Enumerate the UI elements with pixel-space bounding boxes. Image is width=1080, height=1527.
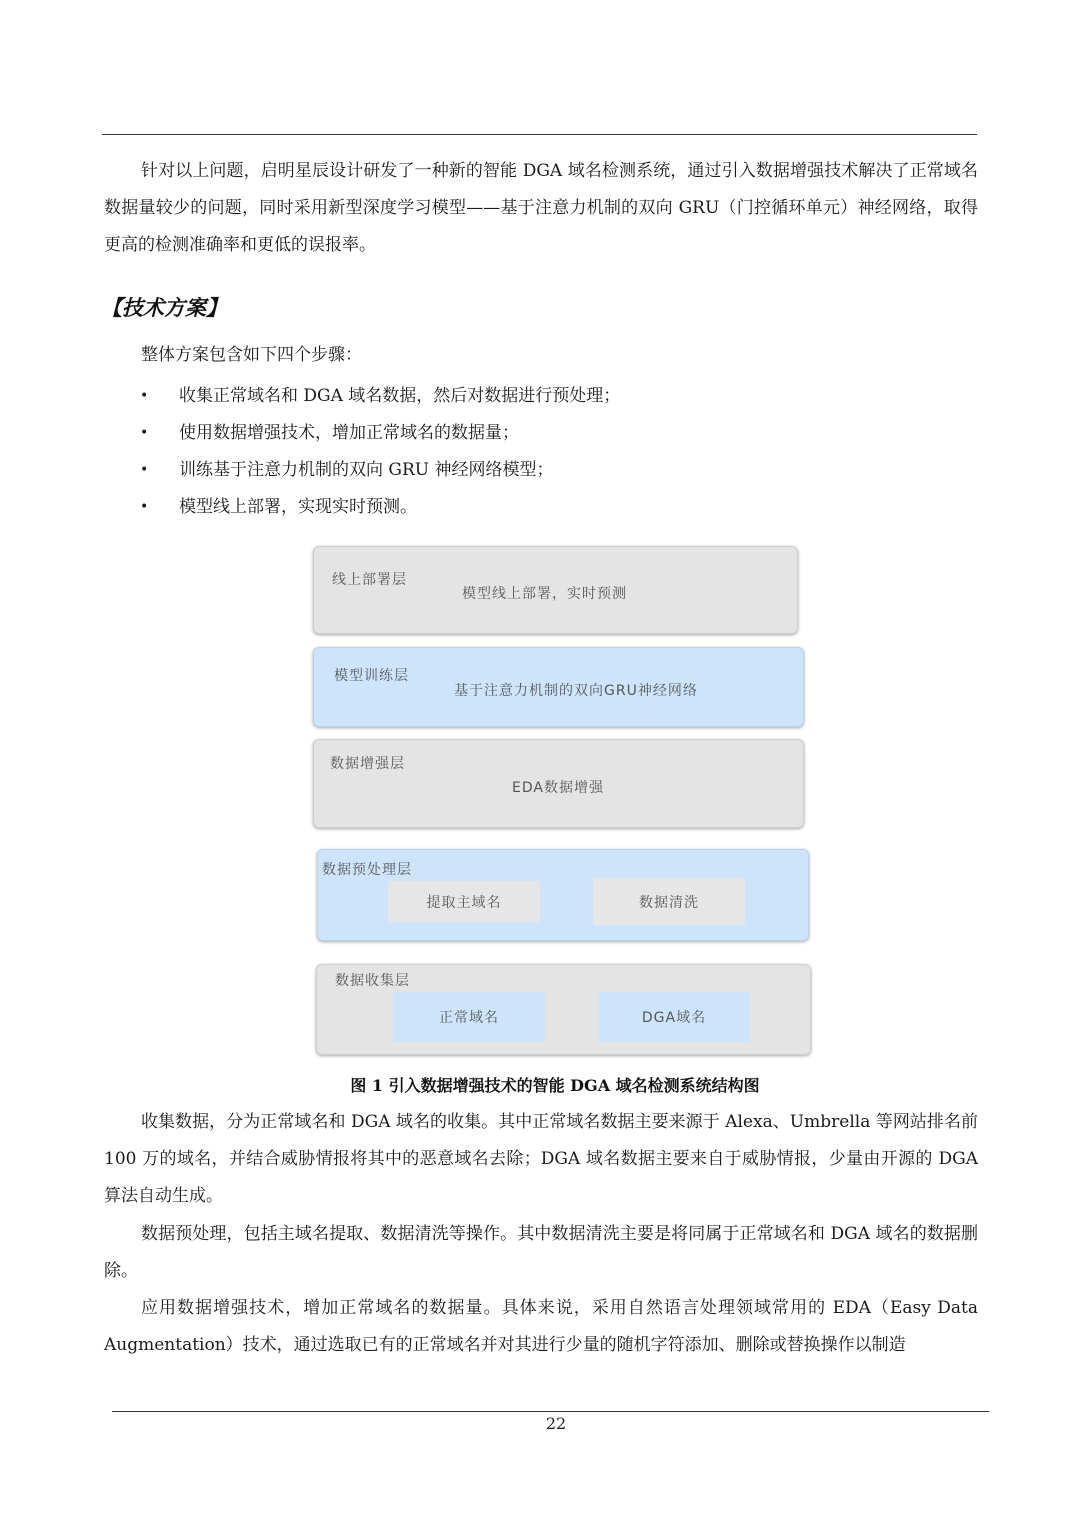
layer-name: 模型训练层 xyxy=(334,668,409,684)
footer-rule xyxy=(112,1411,989,1412)
layer-collection xyxy=(316,964,811,1055)
layer-description: 基于注意力机制的双向GRU神经网络 xyxy=(454,683,698,699)
layer-name: 数据增强层 xyxy=(330,756,405,772)
section-heading: 【技术方案】 xyxy=(101,296,227,320)
body-paragraph-collection: 收集数据，分为正常域名和 DGA 域名的收集。其中正常域名数据主要来源于 Alexa、Umbrella 等网站排名前 100 万的域名，并结合威胁情报将其中的恶意域名去除；DGA 域名数据主要来自于威胁情报，少量由开源的 DGA 算法自动生成。 xyxy=(104,1112,978,1206)
layer-deployment xyxy=(313,546,798,634)
figure-caption: 图 1 引入数据增强技术的智能 DGA 域名检测系统结构图 xyxy=(350,1076,760,1095)
item-normal-domain: 正常域名 xyxy=(393,992,545,1042)
bullet-icon: • xyxy=(140,462,149,478)
layer-description: 模型线上部署，实时预测 xyxy=(462,586,627,602)
list-item: • 训练基于注意力机制的双向 GRU 神经网络模型； xyxy=(140,452,620,489)
layer-name: 数据预处理层 xyxy=(322,862,412,878)
bullet-icon: • xyxy=(140,425,149,441)
layer-training xyxy=(313,647,804,727)
bullet-icon: • xyxy=(140,388,149,404)
steps-list xyxy=(140,378,620,526)
intro-paragraph: 针对以上问题，启明星辰设计研发了一种新的智能 DGA 域名检测系统，通过引入数据增强技术解决了正常域名数据量较少的问题，同时采用新型深度学习模型——基于注意力机制的双向 GRU（门控循环单元）神经网络，取得更高的检测准确率和更低的误报率。 xyxy=(104,161,978,255)
item-dga-domain: DGA域名 xyxy=(598,992,750,1042)
item-data-cleaning: 数据清洗 xyxy=(593,878,745,925)
list-item: • 使用数据增强技术，增加正常域名的数据量； xyxy=(140,415,620,452)
bullet-icon: • xyxy=(140,499,149,515)
layer-name: 线上部署层 xyxy=(332,572,407,588)
item-extract-main-domain: 提取主域名 xyxy=(388,881,540,922)
header-rule xyxy=(102,134,977,135)
layer-augmentation xyxy=(313,739,804,828)
list-item: • 收集正常域名和 DGA 域名数据，然后对数据进行预处理； xyxy=(140,378,620,415)
page-number: 22 xyxy=(545,1414,567,1433)
list-item: • 模型线上部署，实现实时预测。 xyxy=(140,489,620,526)
layer-description: EDA数据增强 xyxy=(512,780,604,796)
layer-name: 数据收集层 xyxy=(335,973,410,989)
steps-intro: 整体方案包含如下四个步骤： xyxy=(141,345,362,365)
body-paragraph-preprocessing: 数据预处理，包括主域名提取、数据清洗等操作。其中数据清洗主要是将同属于正常域名和 DGA 域名的数据删除。 xyxy=(104,1224,978,1281)
layer-preprocessing xyxy=(317,849,809,941)
body-paragraph-augmentation: 应用数据增强技术，增加正常域名的数据量。具体来说，采用自然语言处理领域常用的 EDA（Easy Data Augmentation）技术，通过选取已有的正常域名并对其进行少量的随机字符添加、删除或替换操作以制造 xyxy=(104,1298,978,1355)
